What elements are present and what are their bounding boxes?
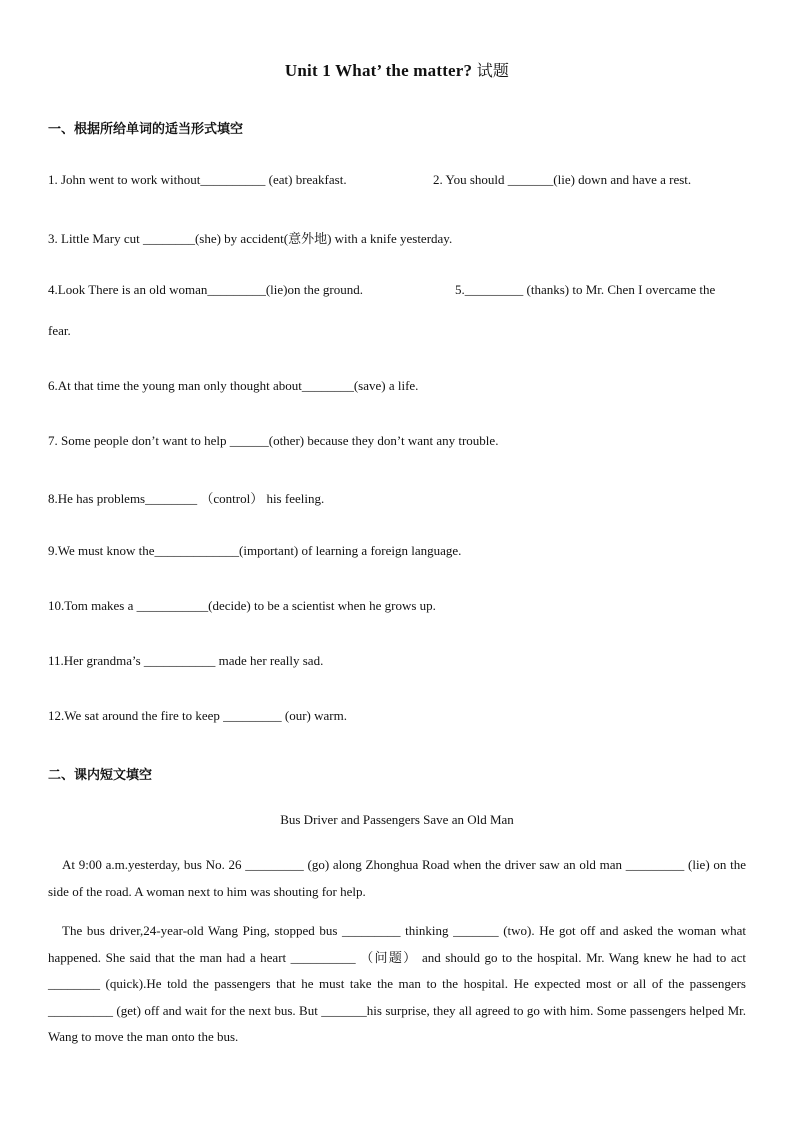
question-8: 8.He has problems________ （control） his feeling. (48, 491, 325, 506)
section-1-heading: 一、根据所给单词的适当形式填空 (48, 122, 244, 137)
question-2: 2. You should _______(lie) down and have a rest. (433, 172, 692, 187)
question-3: 3. Little Mary cut ________(she) by accident(意外地) with a knife yesterday. (48, 231, 453, 246)
section-2-heading: 二、课内短文填空 (48, 768, 153, 783)
question-10: 10.Tom makes a ___________(decide) to be a scientist when he grows up. (48, 598, 436, 613)
question-1: 1. John went to work without__________ (eat) breakfast. (48, 172, 347, 187)
passage-paragraph-2: The bus driver,24-year-old Wang Ping, stopped bus _________ thinking _______ (two). He got off and asked the woman what happened. She said that the man had a heart __________ （问题） and should go to the hospital. Mr. Wang knew he had to act ________ (quick).He told the passengers that he must take the man to the hospital. He expected most or all of the passengers __________ (get) off and wait for the next bus. But _______his surprise, they all agreed to go with him. Some passengers helped Mr. Wang to move the man onto the bus. (48, 923, 746, 1044)
title-suffix: 试题 (476, 61, 510, 80)
title-main: Unit 1 What’ the matter? (284, 61, 477, 80)
question-12: 12.We sat around the fire to keep _________ (our) warm. (48, 708, 347, 723)
question-5: 5._________ (thanks) to Mr. Chen I overcame the (455, 282, 716, 297)
passage-title: Bus Driver and Passengers Save an Old Man (280, 812, 514, 827)
page-title (0, 58, 794, 81)
passage-paragraph-1: At 9:00 a.m.yesterday, bus No. 26 _________ (go) along Zhonghua Road when the driver saw an old man _________ (lie) on the side of the road. A woman next to him was shouting for help. (48, 857, 746, 899)
question-5-continued: fear. (48, 323, 71, 338)
question-11: 11.Her grandma’s ___________ made her really sad. (48, 653, 324, 668)
question-4: 4.Look There is an old woman_________(lie)on the ground. (48, 282, 363, 297)
question-9: 9.We must know the_____________(important) of learning a foreign language. (48, 543, 462, 558)
question-6: 6.At that time the young man only thought about________(save) a life. (48, 378, 419, 393)
question-7: 7. Some people don’t want to help ______(other) because they don’t want any trouble. (48, 433, 499, 448)
